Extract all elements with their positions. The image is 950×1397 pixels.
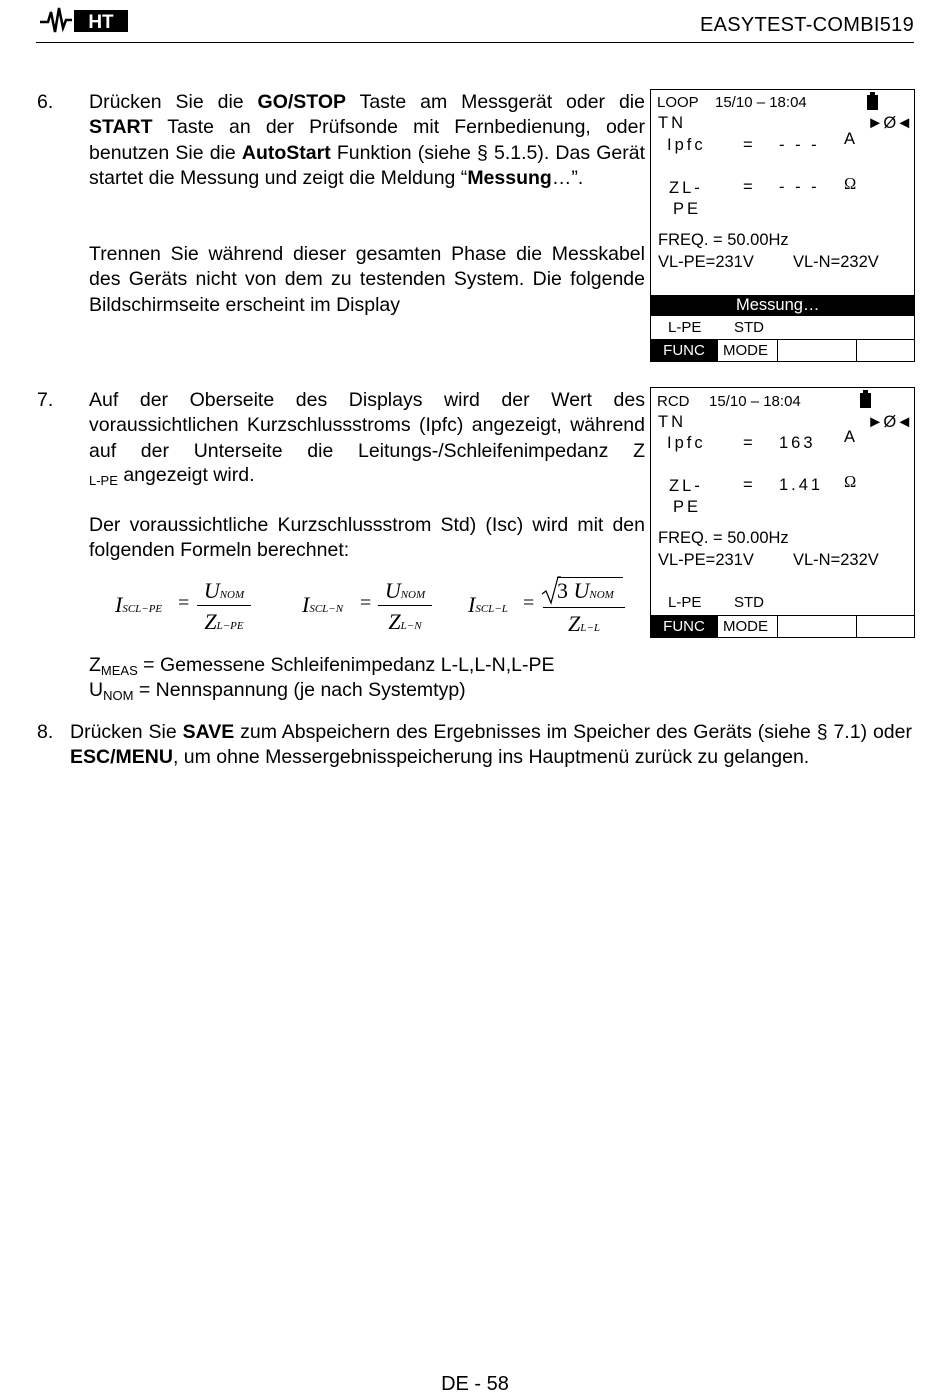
ipfc-label: Ipfc <box>667 434 706 452</box>
f1-lhs: I <box>115 592 123 617</box>
sub-label-lpe: L-PE <box>668 319 702 336</box>
f3-numerator-sub: NOM <box>589 589 614 601</box>
vlpe-readout: VL-PE=231V <box>658 253 754 271</box>
func-softkey[interactable]: FUNC <box>651 340 718 361</box>
softkey-bar <box>651 339 914 361</box>
step-6-paragraph-2: Trennen Sie während dieser gesamten Phase die Messkabel des Geräts nicht von dem zu testenden System. Die folgende Bildschirmseite erscheint im Display <box>89 243 645 316</box>
f3-denominator-sub: L−L <box>580 622 600 634</box>
ipfc-label: Ipfc <box>667 136 706 154</box>
save-key: SAVE <box>182 721 235 743</box>
messung-term: Messung <box>467 166 552 189</box>
display-screen-rcd <box>650 387 915 638</box>
page-header <box>36 0 914 43</box>
phase-rotation-icon: ►Ø◄ <box>867 413 913 431</box>
empty-softkey-3[interactable] <box>778 616 857 637</box>
text-run: Funktion (siehe § 5.1.5). Das Gerät startet die Messung und zeigt die Meldung “ <box>89 141 645 189</box>
f2-fraction-line <box>378 605 432 606</box>
battery-icon <box>867 95 878 110</box>
vlpe-readout: VL-PE=231V <box>658 551 754 569</box>
zmeas-sub: MEAS <box>100 663 138 678</box>
f3-lhs: I <box>468 592 476 617</box>
ipfc-equals: = <box>743 136 753 154</box>
screen-datetime: 15/10 – 18:04 <box>715 94 807 111</box>
unom-text: = Nennspannung (je nach Systemtyp) <box>133 679 466 701</box>
step-8-number: 8. <box>37 721 54 743</box>
screen-mode: LOOP <box>657 94 699 111</box>
text-run: zum Abspeichern des Ergebnisses im Speicher des Geräts (siehe § 7.1) oder <box>234 721 912 743</box>
ht-logo <box>38 6 130 34</box>
step-7-text-b: angezeigt wird. <box>117 464 255 486</box>
text-run: …”. <box>551 166 584 189</box>
frequency-readout: FREQ. = 50.00Hz <box>658 231 789 249</box>
start-key: START <box>89 116 153 139</box>
f3-lhs-sub: SCL−L <box>475 603 508 615</box>
logo-text: HT <box>88 12 114 33</box>
softkey-bar <box>651 615 914 637</box>
unom-sub: NOM <box>103 688 134 703</box>
ipfc-value: 163 <box>779 434 816 452</box>
mode-softkey[interactable]: MODE <box>717 616 778 637</box>
f3-fraction-line <box>543 607 625 608</box>
z-label-line-1: ZL- <box>669 477 703 495</box>
f2-equals: = <box>360 592 372 614</box>
f1-numerator: U <box>203 578 220 603</box>
screen-datetime: 15/10 – 18:04 <box>709 393 801 410</box>
formula-iscl-l <box>468 576 633 644</box>
sub-text: L-PE <box>89 473 118 488</box>
f2-denominator: Z <box>388 609 401 634</box>
step-7-paragraph-1 <box>89 388 645 464</box>
f1-denominator: Z <box>204 609 217 634</box>
z-equals: = <box>743 178 753 196</box>
z-label-line-2: PE <box>673 498 702 516</box>
phase-rotation-icon: ►Ø◄ <box>867 114 913 132</box>
text-run: Taste an der Prüfsonde mit Fernbedienung, oder benutzen Sie die <box>89 116 645 164</box>
empty-softkey-3[interactable] <box>778 340 857 361</box>
z-label-line-2: PE <box>673 200 702 218</box>
text-run: Drücken Sie die <box>89 91 258 113</box>
ipfc-value: - - - <box>779 136 820 154</box>
formula-iscl-pe <box>115 578 255 644</box>
text-run: Drücken Sie <box>70 721 183 743</box>
step-7-text-a: Auf der Oberseite des Displays wird der Wert des voraussichtlichen Kurzschlussstroms (Ipfc) angezeigt, während auf der Unterseite die Leitungs-/Schleifenimpedanz Z <box>89 389 645 462</box>
f3-numerator: U <box>573 578 590 603</box>
f3-denominator: Z <box>568 611 581 636</box>
empty-softkey-4[interactable] <box>856 340 914 361</box>
step-6-number: 6. <box>37 91 54 113</box>
sub-label-std: STD <box>734 319 764 336</box>
document-title: EASYTEST-COMBI519 <box>699 14 914 36</box>
definition-unom <box>89 678 689 708</box>
func-softkey[interactable]: FUNC <box>651 616 718 637</box>
go-stop-key: GO/STOP <box>257 91 347 113</box>
frequency-readout: FREQ. = 50.00Hz <box>658 529 789 547</box>
f1-lhs-sub: SCL−PE <box>122 603 163 615</box>
page-number: DE - 58 <box>441 1373 509 1395</box>
text-run: Taste am Messgerät oder die <box>346 91 645 113</box>
f2-denominator-sub: L−N <box>400 620 422 632</box>
sub-label-std: STD <box>734 594 764 611</box>
system-type: TN <box>658 413 686 431</box>
step-8-paragraph <box>70 720 912 771</box>
unom-symbol: U <box>89 679 104 701</box>
autostart-term: AutoStart <box>241 141 331 164</box>
f1-denominator-sub: L−PE <box>216 620 244 632</box>
f2-numerator-sub: NOM <box>400 589 426 601</box>
battery-icon <box>860 393 871 408</box>
z-unit: Ω <box>844 472 857 491</box>
f1-equals: = <box>178 592 190 614</box>
status-bar <box>651 295 914 316</box>
display-screen-loop <box>650 89 915 362</box>
step-7-paragraph-1-end <box>89 463 645 493</box>
empty-softkey-4[interactable] <box>856 616 914 637</box>
ipfc-unit: A <box>844 130 856 148</box>
f2-lhs: I <box>302 592 310 617</box>
formula-iscl-n <box>302 578 442 644</box>
vln-readout: VL-N=232V <box>793 551 879 569</box>
sub-label-lpe: L-PE <box>668 594 702 611</box>
z-equals: = <box>743 476 753 494</box>
z-value: 1.41 <box>779 476 824 494</box>
f2-lhs-sub: SCL−N <box>309 603 344 615</box>
ipfc-equals: = <box>743 434 753 452</box>
step-7-number: 7. <box>37 389 54 411</box>
esc-menu-key: ESC/MENU <box>70 746 173 769</box>
mode-softkey[interactable]: MODE <box>717 340 778 361</box>
f3-equals: = <box>523 592 535 614</box>
zmeas-text: = Gemessene Schleifenimpedanz L-L,L-N,L-PE <box>137 654 555 676</box>
f3-root: 3 <box>557 578 568 603</box>
system-type: TN <box>658 114 686 132</box>
status-message: Messung… <box>736 296 820 314</box>
zmeas-symbol: Z <box>89 654 101 676</box>
ipfc-unit: A <box>844 428 856 446</box>
step-6-paragraph-1 <box>89 90 645 191</box>
step-7-paragraph-2: Der voraussichtliche Kurzschlussstrom Std) (Isc) wird mit den folgenden Formeln berechnet: <box>89 514 645 562</box>
z-value: - - - <box>779 178 820 196</box>
text-run: , um ohne Messergebnisspeicherung ins Hauptmenü zurück zu gelangen. <box>172 746 810 769</box>
vln-readout: VL-N=232V <box>793 253 879 271</box>
f2-numerator: U <box>384 578 401 603</box>
z-unit: Ω <box>844 174 857 193</box>
z-label-line-1: ZL- <box>669 179 703 197</box>
f1-fraction-line <box>197 605 251 606</box>
f1-numerator-sub: NOM <box>219 589 245 601</box>
screen-mode: RCD <box>657 393 690 410</box>
